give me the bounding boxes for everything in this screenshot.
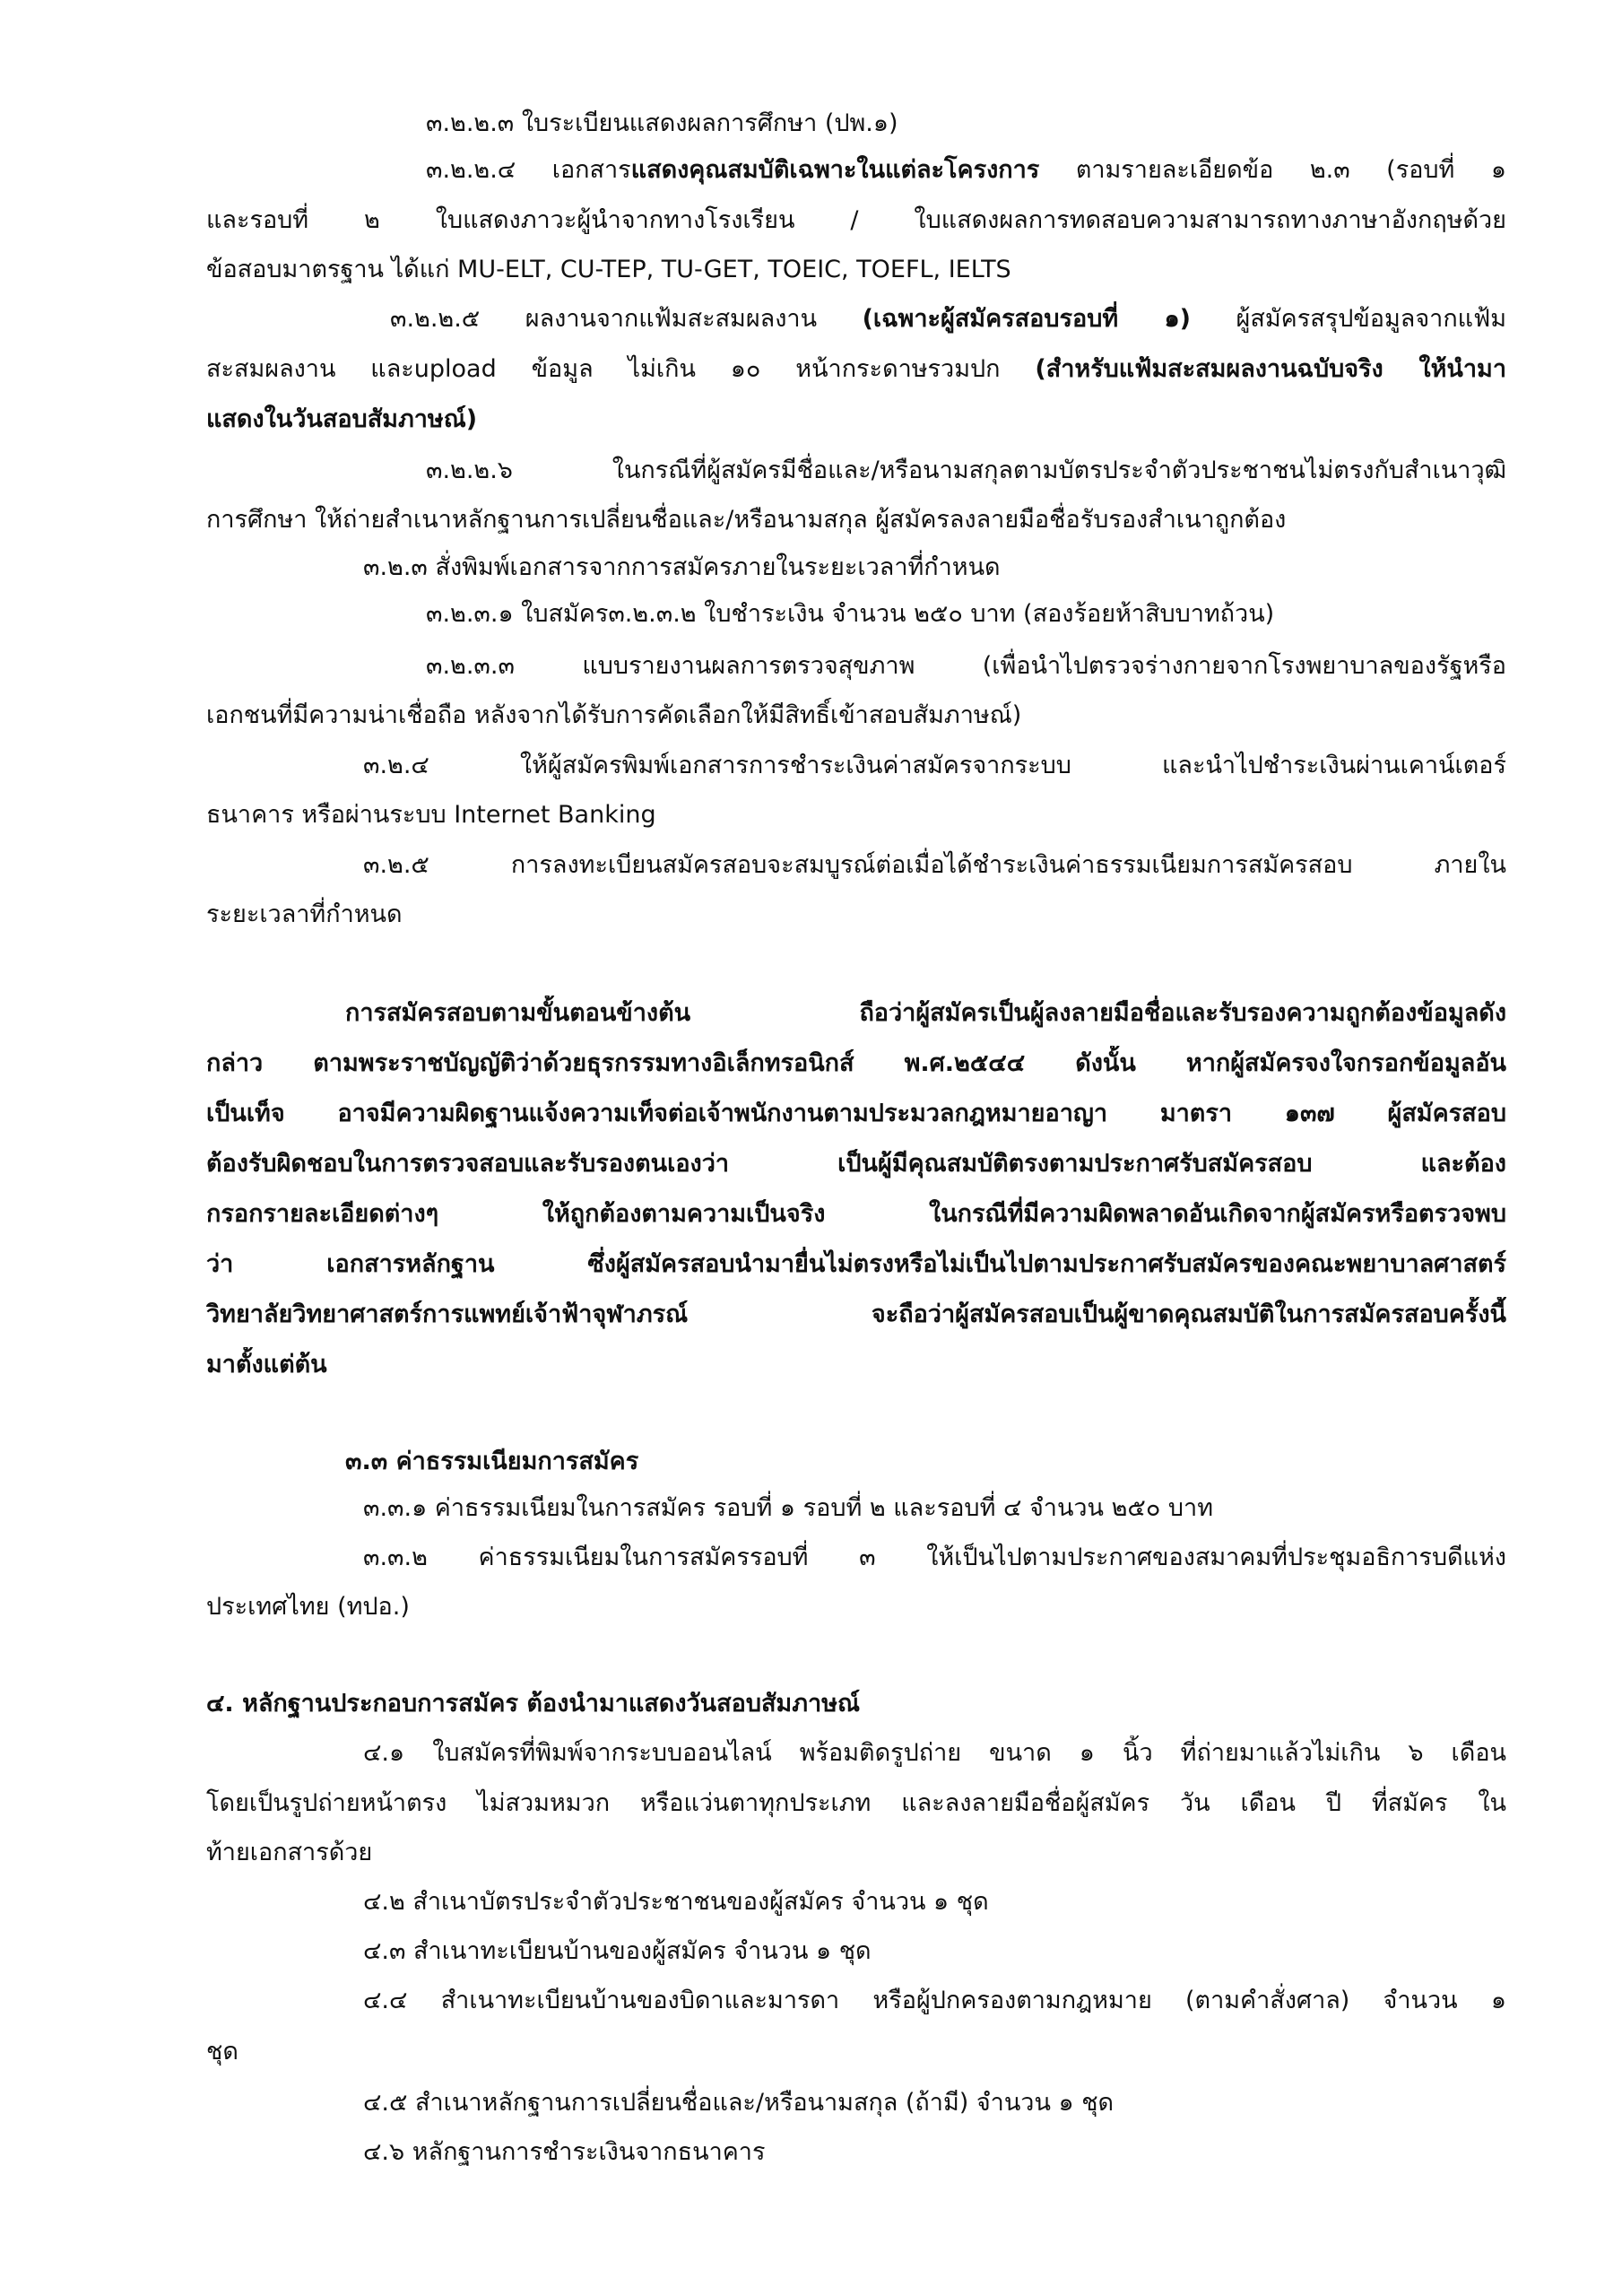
item-3-2-2-5-line2 [206,352,1506,387]
item-3-2-4 [206,748,1506,784]
item-bold-text: แสดงในวันสอบสัมภาษณ์) [206,405,478,433]
declaration-text: มาตั้งแต่ต้น [206,1351,327,1378]
item-text: ท้ายเอกสารด้วย [206,1839,373,1866]
item-bold-text: (เฉพาะผู้สมัครสอบรอบที่ ๑) [862,305,1191,333]
item-4-1 [206,1735,1506,1771]
declaration-line-8 [206,1347,1506,1383]
declaration-line-4 [206,1146,1506,1182]
item-4-5 [206,2085,1506,2121]
item-3-2-2-4-line3 [206,252,1506,288]
item-3-2-3-heading [206,550,1506,586]
declaration-line-1 [206,996,1506,1031]
item-text: ๓.๒.๕ การลงทะเบียนสมัครสอบจะสมบูรณ์ต่อเมื่อได้ชำระเงินค่าธรรมเนียมการสมัครสอบ ภายใน [363,851,1506,879]
item-3-2-2-5-line3 [206,402,1506,438]
item-text: ประเทศไทย (ทปอ.) [206,1593,410,1621]
item-text: ๔.๒ สำเนาบัตรประจำตัวประชาชนของผู้สมัคร จำนวน ๑ ชุด [363,1888,989,1916]
item-text: ๔.๕ สำเนาหลักฐานการเปลี่ยนชื่อและ/หรือนามสกุล (ถ้ามี) จำนวน ๑ ชุด [363,2089,1115,2117]
item-3-2-3-3 [206,648,1506,684]
item-3-2-2-4 [206,152,1506,188]
section-4-heading [206,1686,1506,1722]
item-text: ๓.๓.๑ ค่าธรรมเนียมในการสมัคร รอบที่ ๑ รอบที่ ๒ และรอบที่ ๔ จำนวน ๒๕๐ บาท [363,1494,1213,1522]
declaration-text: ว่า เอกสารหลักฐาน ซึ่งผู้สมัครสอบนำมายื่นไม่ตรงหรือไม่เป็นไปตามประกาศรับสมัครของคณะพยาบาลศาสตร์ [206,1250,1506,1278]
item-text: ๓.๒.๔ ให้ผู้สมัครพิมพ์เอกสารการชำระเงินค่าสมัครจากระบบ และนำไปชำระเงินผ่านเคาน์เตอร์ [363,752,1506,779]
item-4-1-line3 [206,1835,1506,1871]
declaration-line-3 [206,1096,1506,1132]
item-3-2-3-1-2 [206,596,1506,632]
item-text: ๓.๒.๓.๓ แบบรายงานผลการตรวจสุขภาพ (เพื่อนำไปตรวจร่างกายจากโรงพยาบาลของรัฐหรือ [426,652,1506,680]
item-4-3 [206,1934,1506,1970]
item-text: ๓.๒.๒.๖ ในกรณีที่ผู้สมัครมีชื่อและ/หรือนามสกุลตามบัตรประจำตัวประชาชนไม่ตรงกับสำเนาวุฒิ [426,457,1506,484]
item-3-2-4-line2 [206,797,1506,833]
item-text: สะสมผลงาน และupload ข้อมูล ไม่เกิน ๑๐ หน้ากระดาษรวมปก [206,355,1036,383]
declaration-text: การสมัครสอบตามขั้นตอนข้างต้น ถือว่าผู้สมัครเป็นผู้ลงลายมือชื่อและรับรองความถูกต้องข้อมูลดัง [345,999,1506,1027]
item-4-4-line2 [206,2034,1506,2070]
declaration-line-2 [206,1046,1506,1082]
item-text: ๓.๒.๒.๓ ใบระเบียนแสดงผลการศึกษา (ปพ.๑) [426,109,898,137]
item-text: ตามรายละเอียดข้อ ๒.๓ (รอบที่ ๑ [1039,156,1506,184]
item-3-2-2-6-line2 [206,502,1506,538]
item-text: ๓.๒.๓ สั่งพิมพ์เอกสารจากการสมัครภายในระยะเวลาที่กำหนด [363,553,1001,581]
item-text: ธนาคาร หรือผ่านระบบ Internet Banking [206,801,656,829]
section-3-3-heading [206,1444,1506,1480]
item-3-2-5-line2 [206,897,1506,933]
item-text: ๓.๒.๓.๑ ใบสมัคร๓.๒.๓.๒ ใบชำระเงิน จำนวน ๒๕๐ บาท (สองร้อยห้าสิบบาทถ้วน) [426,600,1275,628]
item-text: ๔.๓ สำเนาทะเบียนบ้านของผู้สมัคร จำนวน ๑ ชุด [363,1937,872,1965]
item-text: ๔.๔ สำเนาทะเบียนบ้านของบิดาและมารดา หรือผู้ปกครองตามกฎหมาย (ตามคำสั่งศาล) จำนวน ๑ [363,1987,1506,2014]
item-3-2-2-3 [206,106,1506,142]
item-text: ชุด [206,2038,239,2066]
item-4-2 [206,1884,1506,1920]
item-4-4 [206,1983,1506,2019]
item-text: ๔.๑ ใบสมัครที่พิมพ์จากระบบออนไลน์ พร้อมติดรูปถ่าย ขนาด ๑ นิ้ว ที่ถ่ายมาแล้วไม่เกิน ๖ เดือน [363,1739,1506,1767]
item-bold-text: (สำหรับแฟ้มสะสมผลงานฉบับจริง ให้นำมา [1035,355,1506,383]
item-4-1-line2 [206,1786,1506,1822]
declaration-text: เป็นเท็จ อาจมีความผิดฐานแจ้งความเท็จต่อเจ้าพนักงานตามประมวลกฎหมายอาญา มาตรา ๑๓๗ ผู้สมัครสอบ [206,1100,1506,1127]
item-text: ระยะเวลาที่กำหนด [206,900,403,928]
item-text: ข้อสอบมาตรฐาน ได้แก่ MU-ELT, CU-TEP, TU-GET, TOEIC, TOEFL, IELTS [206,256,1011,283]
item-text: ๓.๓.๒ ค่าธรรมเนียมในการสมัครรอบที่ ๓ ให้เป็นไปตามประกาศของสมาคมที่ประชุมอธิการบดีแห่ง [363,1544,1506,1571]
declaration-text: วิทยาลัยวิทยาศาสตร์การแพทย์เจ้าฟ้าจุฬาภรณ์ จะถือว่าผู้สมัครสอบเป็นผู้ขาดคุณสมบัติในการสมัครสอบครั้งนี้ [206,1300,1506,1328]
item-text: ๔.๖ หลักฐานการชำระเงินจากธนาคาร [363,2138,766,2166]
item-text: การศึกษา ให้ถ่ายสำเนาหลักฐานการเปลี่ยนชื่อและ/หรือนามสกุล ผู้สมัครลงลายมือชื่อรับรองสำเนาถูกต้อง [206,506,1287,534]
item-3-2-2-6 [206,453,1506,489]
item-bold-text: แสดงคุณสมบัติเฉพาะในแต่ละโครงการ [630,156,1040,184]
declaration-line-5 [206,1196,1506,1232]
item-3-2-3-3-line2 [206,698,1506,734]
declaration-line-6 [206,1247,1506,1283]
item-3-3-1 [206,1491,1506,1526]
item-text: ๓.๒.๒.๕ ผลงานจากแฟ้มสะสมผลงาน [390,305,863,333]
item-text: ผู้สมัครสรุปข้อมูลจากแฟ้ม [1191,305,1506,333]
declaration-text: กล่าว ตามพระราชบัญญัติว่าด้วยธุรกรรมทางอิเล็กทรอนิกส์ พ.ศ.๒๕๔๔ ดังนั้น หากผู้สมัครจงใจกรอกข้อมูลอัน [206,1049,1506,1077]
item-3-3-2-line2 [206,1589,1506,1625]
item-text: โดยเป็นรูปถ่ายหน้าตรง ไม่สวมหมวก หรือแว่นตาทุกประเภท และลงลายมือชื่อผู้สมัคร วัน เดือน ปี ที่สมัคร ใน [206,1789,1506,1817]
item-text: และรอบที่ ๒ ใบแสดงภาวะผู้นำจากทางโรงเรียน / ใบแสดงผลการทดสอบความสามารถทางภาษาอังกฤษด้วย [206,206,1506,234]
item-3-2-2-5 [206,301,1506,337]
declaration-text: ต้องรับผิดชอบในการตรวจสอบและรับรองตนเองว่า เป็นผู้มีคุณสมบัติตรงตามประกาศรับสมัครสอบ และต้อง [206,1150,1506,1178]
item-3-3-2 [206,1540,1506,1576]
item-4-6 [206,2135,1506,2170]
section-heading: ๓.๓ ค่าธรรมเนียมการสมัคร [345,1448,639,1475]
section-heading: ๔. หลักฐานประกอบการสมัคร ต้องนำมาแสดงวันสอบสัมภาษณ์ [206,1690,861,1718]
item-text: ๓.๒.๒.๔ เอกสาร [426,156,631,184]
item-3-2-2-4-line2 [206,203,1506,239]
declaration-text: กรอกรายละเอียดต่างๆ ให้ถูกต้องตามความเป็นจริง ในกรณีที่มีความผิดพลาดอันเกิดจากผู้สมัครหรือตรวจพบ [206,1200,1506,1228]
item-3-2-5 [206,848,1506,883]
item-text: เอกชนที่มีความน่าเชื่อถือ หลังจากได้รับการคัดเลือกให้มีสิทธิ์เข้าสอบสัมภาษณ์) [206,701,1022,729]
declaration-line-7 [206,1297,1506,1333]
